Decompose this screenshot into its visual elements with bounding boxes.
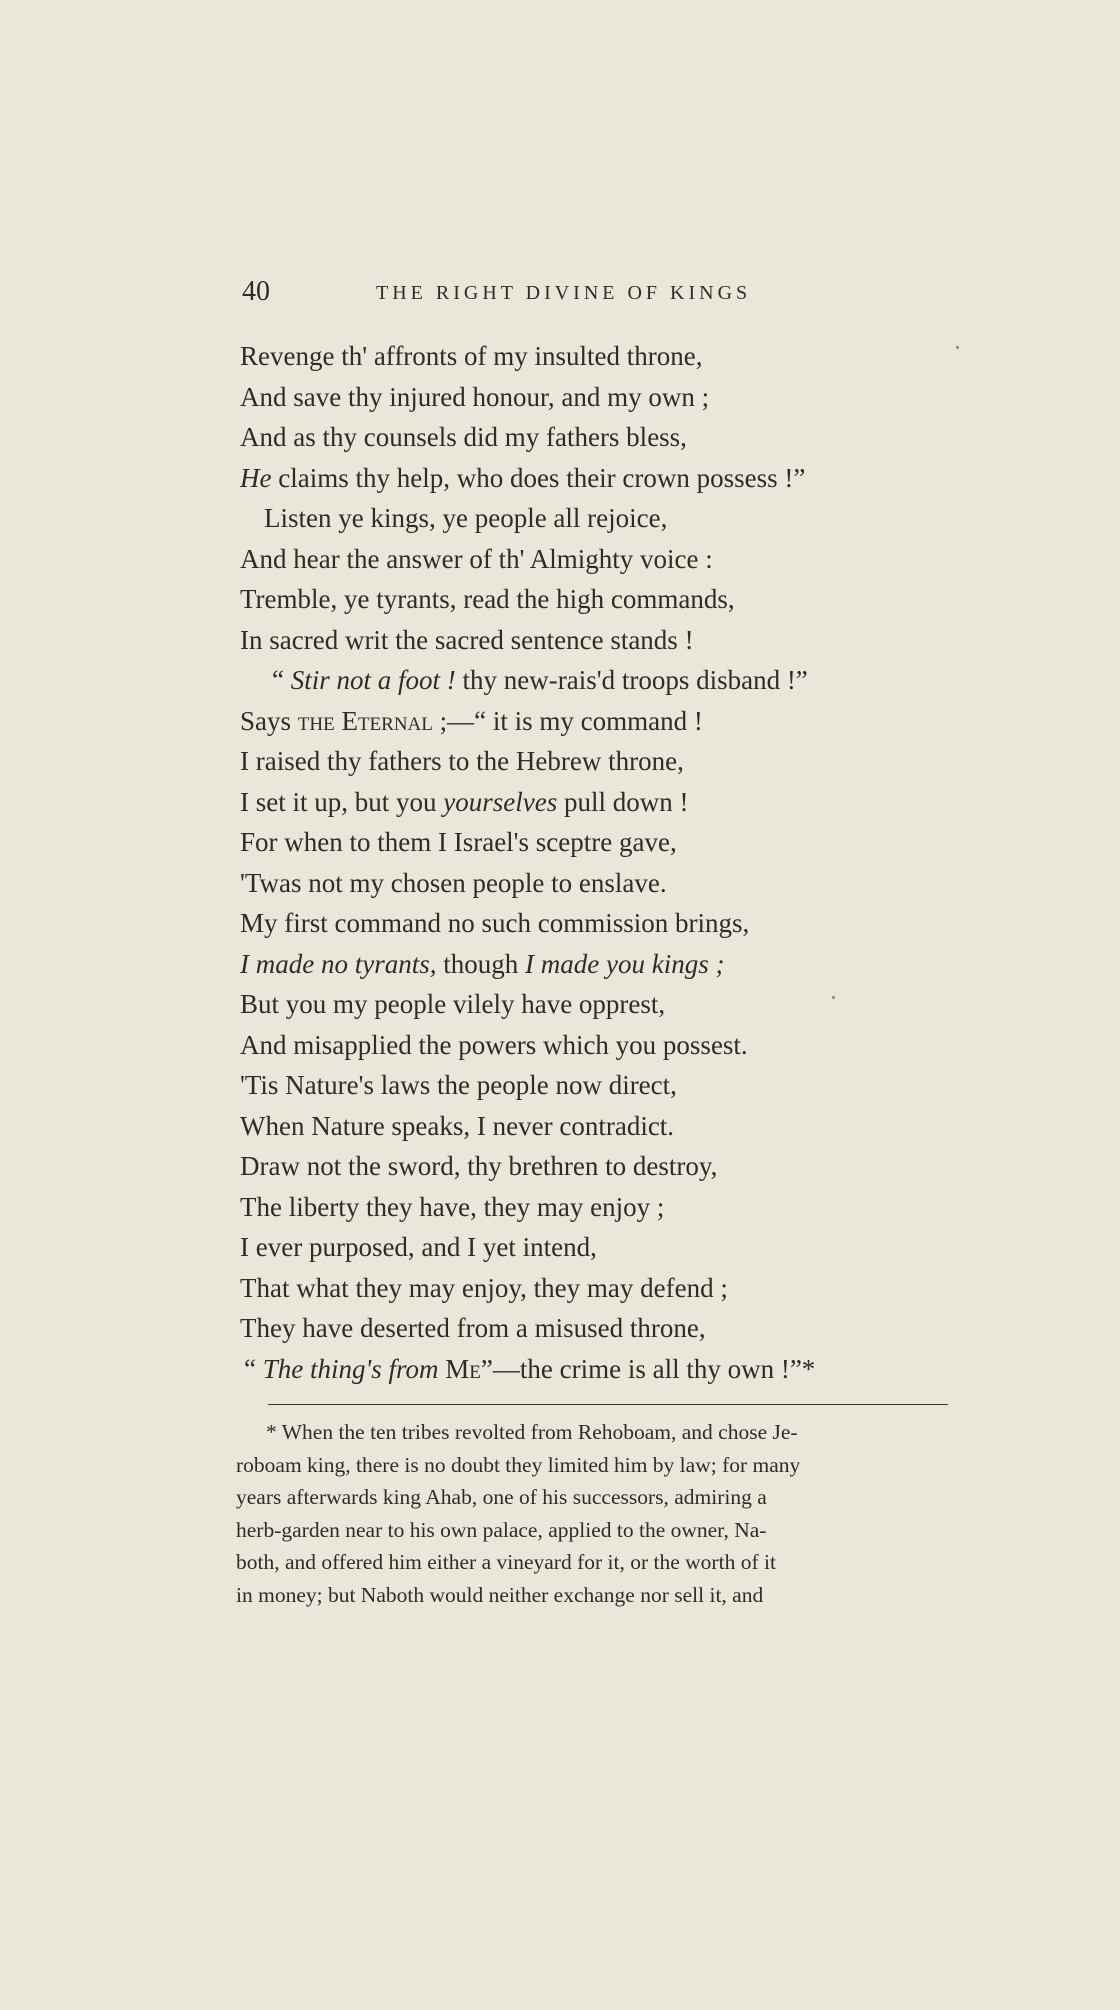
verse-text: ”—the crime is all thy own !”* [480,1353,816,1384]
verse-text: Tremble, ye tyrants, read the high commands, [240,584,735,614]
verse-text: Revenge th' affronts of my insulted throne, [240,341,703,371]
verse-text: And save thy injured honour, and my own ; [240,381,710,412]
verse-line [240,1187,960,1228]
footnote-line: in money; but Naboth would neither exchange nor sell it, and [236,1582,764,1607]
verse-text: I raised thy fathers to the Hebrew throne, [240,746,684,776]
verse-line [240,863,960,904]
verse-text: “ [244,1353,263,1384]
verse-text: claims thy help, who does their crown possess !” [271,462,806,493]
verse-text: thy new-rais'd troops disband !” [455,665,808,695]
running-title: THE RIGHT DIVINE OF KINGS [376,282,752,304]
italic-text: The thing's from [262,1353,439,1384]
verse-text: When Nature speaks, I never contradict. [240,1110,675,1141]
verse-line [240,782,960,823]
verse-line [240,984,960,1025]
verse-text: 'Tis Nature's laws the people now direct, [240,1070,677,1100]
verse-text: Says [240,705,298,736]
verse-text: And hear the answer of th' Almighty voice : [240,543,713,574]
verse-text: For when to them I Israel's sceptre gave, [240,827,677,857]
verse-line [240,1268,960,1309]
verse-line [240,1106,960,1147]
small-caps-text: the Eternal [297,705,433,736]
verse-line [240,579,960,620]
footnote-line: both, and offered him either a vineyard for it, or the worth of it [236,1550,776,1574]
footnote-rule [268,1404,948,1405]
italic-text: He [240,462,272,493]
page-header [242,276,842,316]
verse-line [240,377,960,418]
verse-text: 'Twas not my chosen people to enslave. [240,867,667,898]
italic-text: I made no tyrants, [240,948,437,979]
verse-text: ;—“ it is my command ! [432,705,703,736]
verse-line [240,701,960,742]
verse-text: And as thy counsels did my fathers bless, [240,422,687,452]
footnote [236,1416,948,1611]
verse-line [240,336,960,377]
verse-text: I set it up, but you [240,786,444,817]
verse-line [240,1025,960,1066]
verse-line [240,417,960,458]
paper-speck [956,346,959,349]
small-caps-text: Me [445,1353,481,1384]
verse-line [240,1308,960,1349]
verse-line [240,1146,960,1187]
italic-text: yourselves [443,786,558,817]
verse-text: Listen ye kings, ye people all rejoice, [264,503,668,533]
verse-line [240,822,960,863]
verse-text: I ever purposed, and I yet intend, [240,1232,597,1262]
verse-line [240,1065,960,1106]
footnote-line: roboam king, there is no doubt they limited him by law; for many [236,1452,801,1477]
verse-line [240,903,960,944]
verse-text: And misapplied the powers which you possest. [240,1029,748,1060]
verse-line [240,1349,960,1390]
verse-line [240,539,960,580]
verse-text: But you my people vilely have opprest, [240,989,666,1019]
paper-speck [832,996,835,999]
footnote-line: * When the ten tribes revolted from Rehoboam, and chose Je- [266,1420,798,1444]
footnote-line: years afterwards king Ahab, one of his successors, admiring a [236,1485,767,1509]
footnote-line: herb-garden near to his own palace, applied to the owner, Na- [236,1517,767,1542]
verse-text: That what they may enjoy, they may defend ; [240,1272,728,1303]
verse-line [240,620,960,661]
italic-text: I made you kings ; [525,948,725,979]
verse-text: though [436,948,525,979]
verse-text: They have deserted from a misused throne, [240,1313,706,1343]
page-number: 40 [242,276,270,307]
verse-line [240,741,960,782]
verse-text: In sacred writ the sacred sentence stands ! [240,624,694,655]
verse-text: pull down ! [557,786,689,817]
verse-line [240,944,960,985]
poem-body [240,336,960,1389]
verse-line [240,498,960,539]
verse-line [240,1227,960,1268]
verse-text: The liberty they have, they may enjoy ; [240,1191,665,1222]
verse-text: Draw not the sword, thy brethren to destroy, [240,1151,718,1181]
verse-text: My first command no such commission brings, [240,908,750,938]
verse-line [240,458,960,499]
italic-text: Stir not a foot ! [290,665,456,695]
verse-text: “ [272,665,291,695]
verse-line [240,660,960,701]
